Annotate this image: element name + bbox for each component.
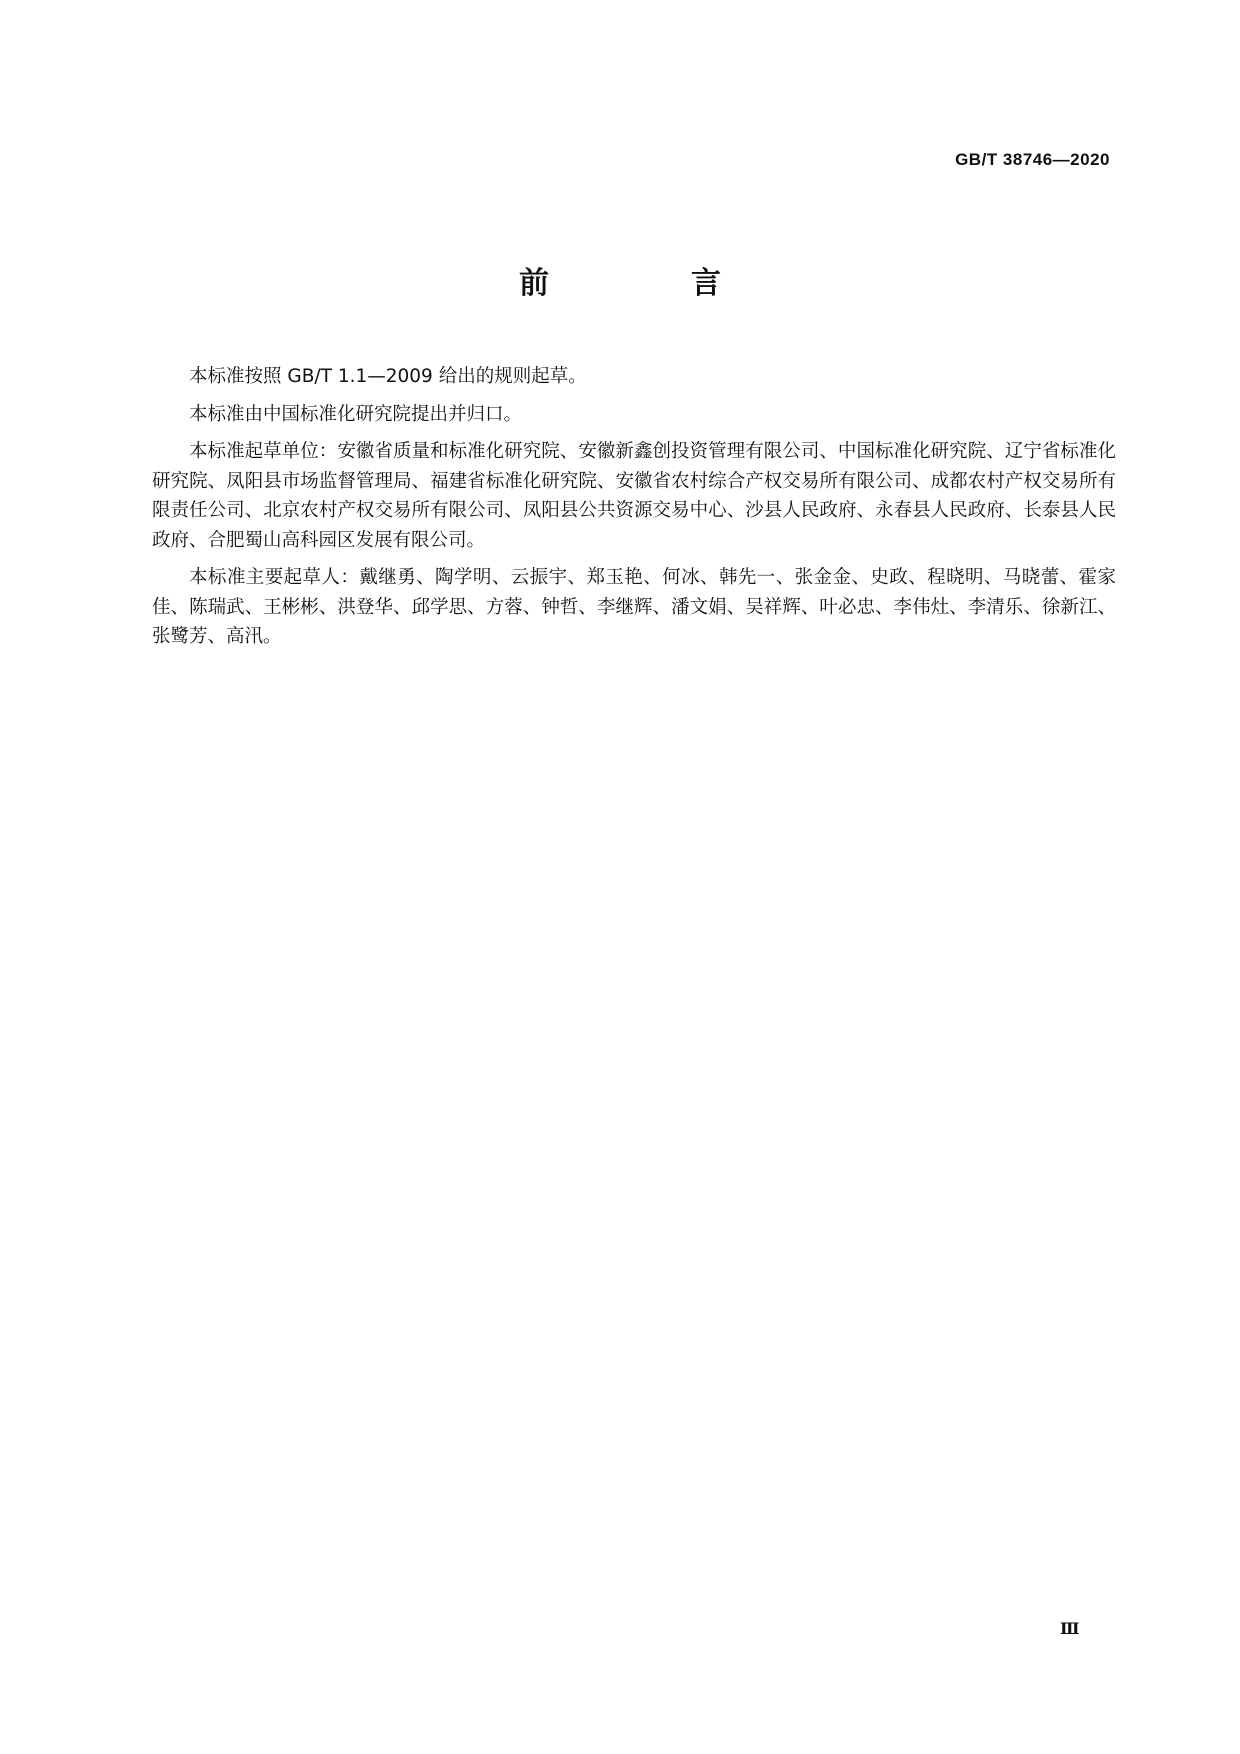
paragraph-proposer: 本标准由中国标准化研究院提出并归口。 bbox=[189, 403, 523, 425]
paragraph-drafting-units: 本标准起草单位：安徽省质量和标准化研究院、安徽新鑫创投资管理有限公司、中国标准化研究院、辽宁省标准化研究院、凤阳县市场监督管理局、福建省标准化研究院、安徽省农村综合产权交易所有限公司、成都农村产权交易所有限责任公司、北京农村产权交易所有限公司、凤阳县公共资源交易中心、沙县人民政府、永春县人民政府、长泰县人民政府、合肥蜀山高科园区发展有限公司。 bbox=[152, 441, 1116, 551]
page-title: 前 言 bbox=[519, 266, 777, 301]
foreword-body bbox=[152, 362, 1116, 660]
page-number: Ⅲ bbox=[1060, 1619, 1080, 1638]
paragraph-drafting-rules: 本标准按照 GB/T 1.1—2009 给出的规则起草。 bbox=[189, 366, 587, 387]
paragraph-drafters: 本标准主要起草人：戴继勇、陶学明、云振宇、郑玉艳、何冰、韩先一、张金金、史政、程晓明、马晓蕾、霍家佳、陈瑞武、王彬彬、洪登华、邱学思、方蓉、钟哲、李继辉、潘文娟、吴祥辉、叶必忠、李伟灶、李清乐、徐新江、张鹭芳、高汛。 bbox=[152, 567, 1116, 647]
standard-code: GB/T 38746—2020 bbox=[955, 150, 1110, 169]
